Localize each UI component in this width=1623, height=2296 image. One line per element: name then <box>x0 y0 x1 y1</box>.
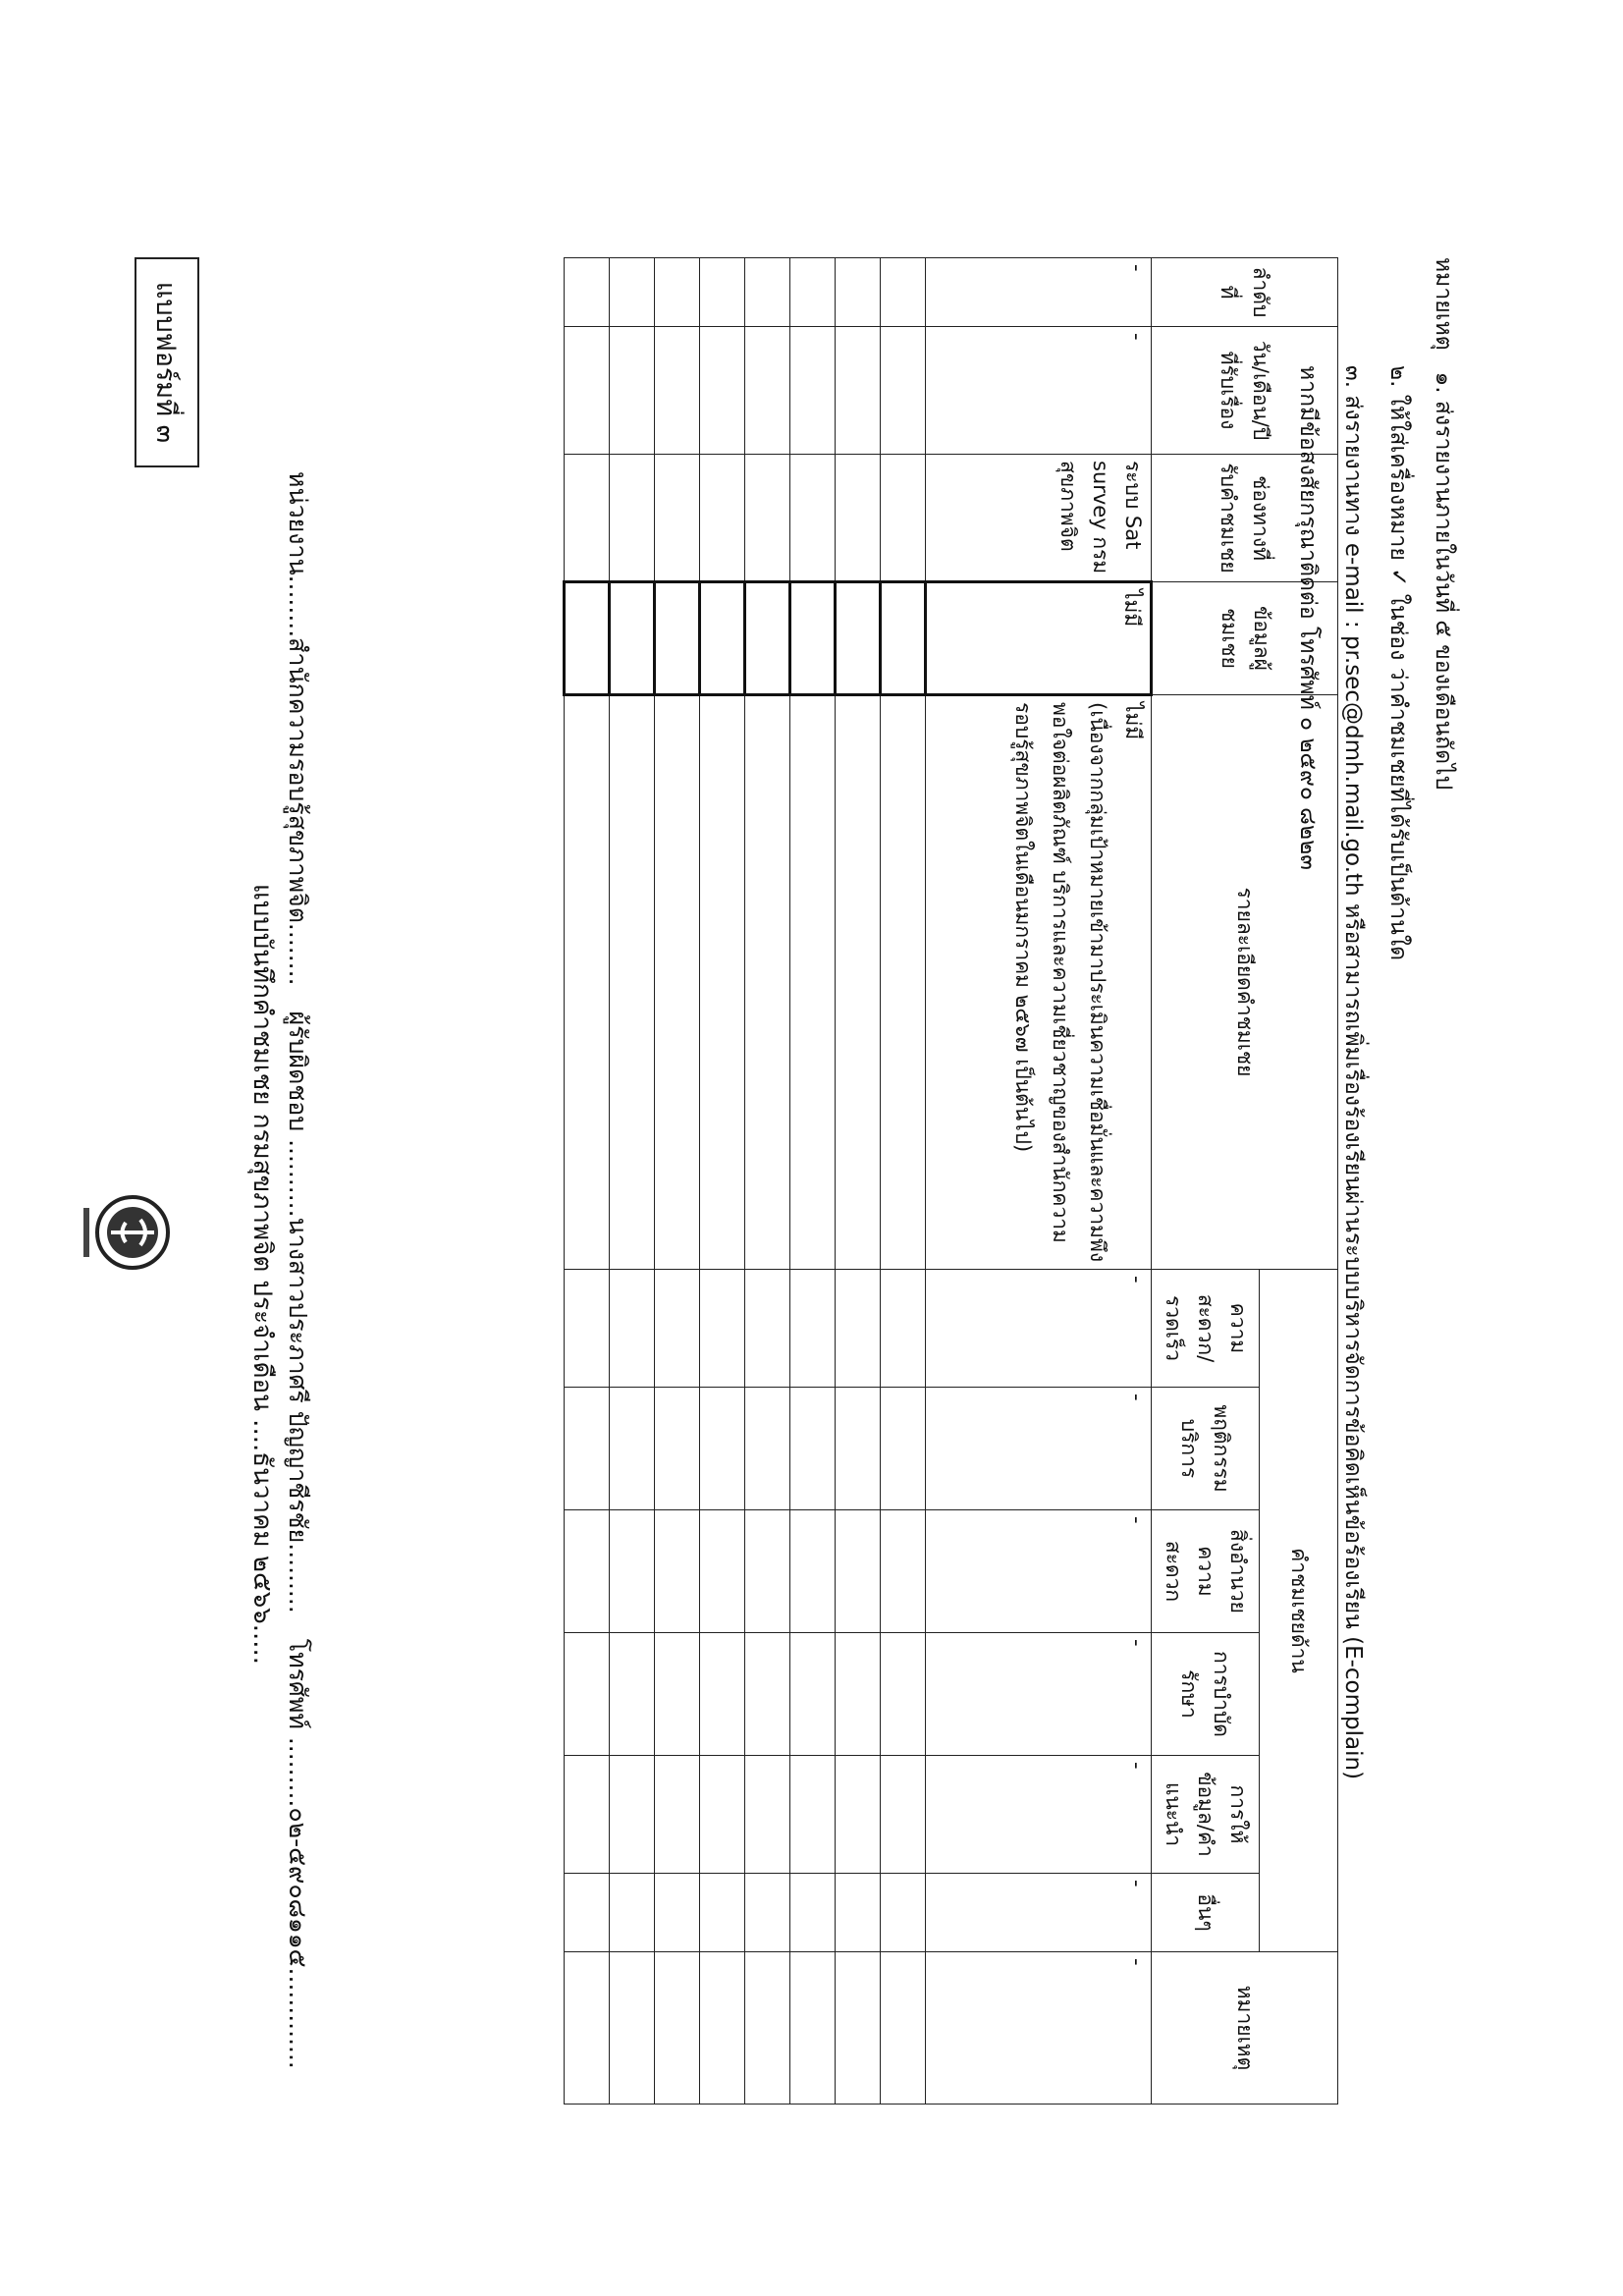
table-row <box>745 258 790 2105</box>
form-number-box <box>135 257 199 467</box>
empty-cell <box>745 1270 790 1388</box>
empty-cell <box>790 327 836 455</box>
empty-cell <box>836 455 881 582</box>
empty-cell <box>790 1510 836 1633</box>
cell-remark: - <box>926 1952 1152 2105</box>
empty-cell <box>610 1510 655 1633</box>
empty-cell <box>836 1270 881 1388</box>
table-row <box>655 258 700 2105</box>
form-number: แบบฟอร์มที่ ๓ <box>150 281 182 444</box>
note-4: หากมีข้อสงสัยกรุณาติดต่อ โทรศัพท์ ๐ ๒๕๙๐ ๘๒๒๓ <box>1295 365 1321 870</box>
note-2: ๒. ให้ใส่เครื่องหมาย ✓ ในช่อง ว่าคำชมเชยที่ได้รับเป็นด้านใด <box>1385 365 1411 961</box>
empty-cell <box>610 455 655 582</box>
header-channel: ช่องทางที่รับคำชมเชย <box>1152 455 1338 582</box>
empty-cell <box>836 1756 881 1874</box>
empty-cell <box>610 695 655 1270</box>
empty-cell <box>790 1952 836 2105</box>
empty-cell <box>790 1874 836 1952</box>
table-row <box>565 258 610 2105</box>
cell-channel: ระบบ Sat survey กรมสุขภาพจิต <box>926 455 1152 582</box>
empty-cell <box>836 1388 881 1510</box>
empty-cell <box>745 582 790 695</box>
responsible-field: ผู้รับผิดชอบ ..........นางสาวประภาศรี ปัญญาชีรชัย......... <box>284 1011 312 1613</box>
empty-cell <box>565 455 610 582</box>
empty-cell <box>700 1388 745 1510</box>
empty-cell <box>655 1952 700 2105</box>
table-row <box>700 258 745 2105</box>
unit-line <box>278 471 317 2087</box>
empty-cell <box>655 582 700 695</box>
header-detail: รายละเอียดคำชมเชย <box>1152 695 1338 1270</box>
empty-cell <box>881 1510 926 1633</box>
empty-cell <box>610 1633 655 1756</box>
empty-cell <box>881 695 926 1270</box>
empty-cell <box>610 1874 655 1952</box>
empty-cell <box>610 1270 655 1388</box>
empty-cell <box>565 1952 610 2105</box>
empty-cell <box>655 695 700 1270</box>
notes-label: หมายเหตุ <box>1431 257 1456 351</box>
empty-cell <box>836 1633 881 1756</box>
empty-cell <box>565 1633 610 1756</box>
note-1-line <box>1421 257 1466 1779</box>
empty-cell <box>565 258 610 327</box>
header-praiser: ข้อมูลผู้ชมเชย <box>1152 582 1338 695</box>
empty-cell <box>610 1388 655 1510</box>
empty-cell <box>700 1756 745 1874</box>
empty-cell <box>700 1270 745 1388</box>
empty-cell <box>655 1510 700 1633</box>
empty-cell <box>881 258 926 327</box>
empty-cell <box>655 1270 700 1388</box>
notes-section <box>1285 257 1466 1779</box>
cell-date: - <box>926 327 1152 455</box>
empty-cell <box>881 1270 926 1388</box>
detail-title: ไม่มี <box>1121 702 1145 740</box>
empty-cell <box>565 582 610 695</box>
empty-cell <box>836 1510 881 1633</box>
empty-cell <box>836 1874 881 1952</box>
empty-cell <box>745 695 790 1270</box>
empty-cell <box>565 327 610 455</box>
empty-cell <box>655 1756 700 1874</box>
empty-cell <box>565 695 610 1270</box>
empty-cell <box>881 1388 926 1510</box>
empty-cell <box>565 1510 610 1633</box>
header-other: อื่นๆ <box>1152 1874 1260 1952</box>
blank-rows <box>565 258 926 2105</box>
empty-cell <box>610 1952 655 2105</box>
cell-detail <box>926 695 1152 1270</box>
empty-cell <box>790 1388 836 1510</box>
empty-cell <box>700 1874 745 1952</box>
empty-cell <box>655 1388 700 1510</box>
department-logo-icon <box>72 1178 180 1286</box>
table-row <box>926 258 1152 2105</box>
cell-no: - <box>926 258 1152 327</box>
empty-cell <box>836 582 881 695</box>
empty-cell <box>790 455 836 582</box>
empty-cell <box>700 258 745 327</box>
cell-convenience: - <box>926 1270 1152 1388</box>
empty-cell <box>745 1633 790 1756</box>
empty-cell <box>700 695 745 1270</box>
empty-cell <box>790 1756 836 1874</box>
empty-cell <box>610 1756 655 1874</box>
header-date: วัน/เดือน/ปี ที่รับเรื่อง <box>1152 327 1338 455</box>
empty-cell <box>745 327 790 455</box>
empty-cell <box>790 582 836 695</box>
empty-cell <box>610 582 655 695</box>
empty-cell <box>836 1952 881 2105</box>
table-row <box>836 258 881 2105</box>
header-convenience: ความสะดวก/รวดเร็ว <box>1152 1270 1260 1388</box>
empty-cell <box>655 1633 700 1756</box>
header-remark: หมายเหตุ <box>1152 1952 1338 2105</box>
cell-advice: - <box>926 1756 1152 1874</box>
header-no: ลำดับที่ <box>1152 258 1338 327</box>
empty-cell <box>565 1270 610 1388</box>
cell-facility: - <box>926 1510 1152 1633</box>
unit-field: หน่วยงาน........สำนักความรอบรู้สุขภาพจิต........ <box>284 471 312 986</box>
empty-cell <box>881 1633 926 1756</box>
empty-cell <box>790 695 836 1270</box>
empty-cell <box>700 1510 745 1633</box>
empty-cell <box>881 455 926 582</box>
empty-cell <box>700 327 745 455</box>
empty-cell <box>655 327 700 455</box>
empty-cell <box>836 695 881 1270</box>
empty-cell <box>745 1874 790 1952</box>
empty-cell <box>700 1633 745 1756</box>
empty-cell <box>700 1952 745 2105</box>
empty-cell <box>610 327 655 455</box>
praise-record-table <box>563 257 1338 2105</box>
empty-cell <box>655 258 700 327</box>
empty-cell <box>745 1756 790 1874</box>
empty-cell <box>881 1756 926 1874</box>
empty-cell <box>745 1388 790 1510</box>
empty-cell <box>881 327 926 455</box>
phone-field: โทรศัพท์ .........๐๒-๕๙๐๘๑๑๕............. <box>284 1638 312 2069</box>
cell-treatment: - <box>926 1633 1152 1756</box>
header-behavior: พฤติกรรมบริการ <box>1152 1388 1260 1510</box>
empty-cell <box>655 1874 700 1952</box>
empty-cell <box>790 1633 836 1756</box>
empty-cell <box>881 1874 926 1952</box>
detail-body: (เนื่องจากกลุ่มเป้าหมายเข้ามาประเมินความเชื่อมั่นและความพึงพอใจต่อผลิตภัณฑ์ บริการและความเชี่ยวชาญของสำนักความรอบรู้สุขภาพจิตในเดือนมกราคม ๒๕๖๗ เป็นต้นไป) <box>1011 702 1109 1263</box>
note-3: ๓. ส่งรายงานทาง e-mail : pr.sec@dmh.mail.go.th หรือสามารถเพิ่มเรื่องร้องเรียนผ่านระบบบริหารจัดการข้อคิดเห็นข้อร้องเรียน (E-complain) <box>1340 365 1366 1780</box>
header-facility: สิ่งอำนวยความสะดวก <box>1152 1510 1260 1633</box>
header-praise-group: คำชมเชยด้าน <box>1260 1270 1338 1952</box>
cell-behavior: - <box>926 1388 1152 1510</box>
empty-cell <box>790 258 836 327</box>
empty-cell <box>655 455 700 582</box>
form-title: แบบบันทึกคำชมเชย กรมสุขภาพจิต ประจำเดือน ....ธันวาคม ๒๕๖๖..... <box>247 884 277 1666</box>
empty-cell <box>881 582 926 695</box>
empty-cell <box>565 1874 610 1952</box>
empty-cell <box>745 1510 790 1633</box>
empty-cell <box>745 1952 790 2105</box>
empty-cell <box>565 1388 610 1510</box>
empty-cell <box>700 455 745 582</box>
note-1: ๑. ส่งรายงานภายในวันที่ ๕ ของเดือนถัดไป <box>1431 371 1456 791</box>
empty-cell <box>745 455 790 582</box>
header-treatment: การบำบัดรักษา <box>1152 1633 1260 1756</box>
empty-cell <box>881 1952 926 2105</box>
header-advice: การให้ข้อมูล/คำแนะนำ <box>1152 1756 1260 1874</box>
empty-cell <box>565 1756 610 1874</box>
empty-cell <box>790 1270 836 1388</box>
empty-cell <box>836 327 881 455</box>
cell-other: - <box>926 1874 1152 1952</box>
table-row <box>610 258 655 2105</box>
empty-cell <box>700 582 745 695</box>
table-row <box>881 258 926 2105</box>
empty-cell <box>610 258 655 327</box>
empty-cell <box>836 258 881 327</box>
empty-cell <box>745 258 790 327</box>
cell-praiser: ไม่มี <box>926 582 1152 695</box>
table-row <box>790 258 836 2105</box>
